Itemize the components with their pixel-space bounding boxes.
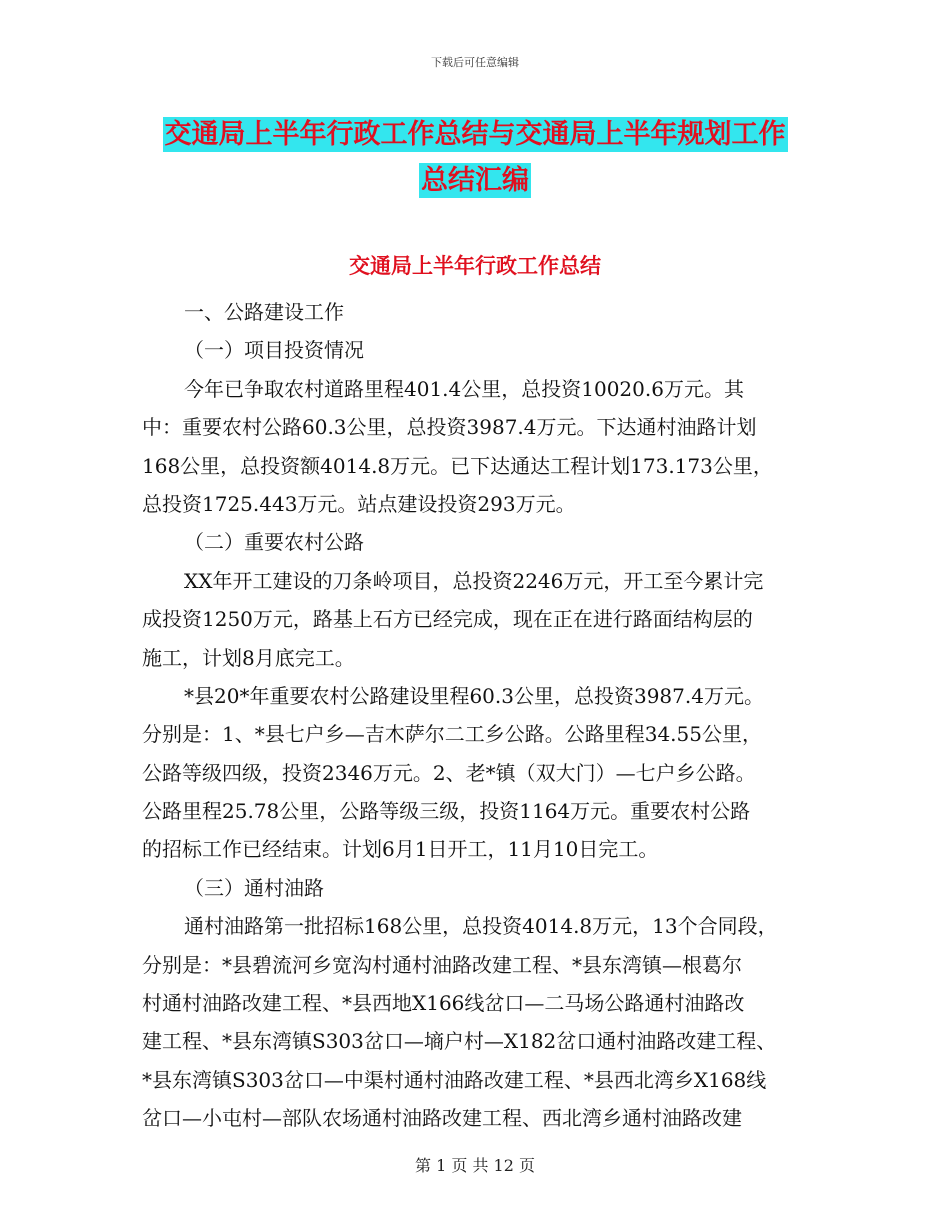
section-title: 交通局上半年行政工作总结 <box>349 253 601 278</box>
text-line: 岔口—小屯村—部队农场通村油路改建工程、西北湾乡通村油路改建 <box>142 1106 742 1131</box>
text-line: 通村油路第一批招标168公里，总投资4014.8万元，13个合同段， <box>184 914 778 939</box>
text-line: 今年已争取农村道路里程401.4公里，总投资10020.6万元。其 <box>184 376 744 401</box>
text-line: 公路里程25.78公里，公路等级三级，投资1164万元。重要农村公路 <box>142 799 751 824</box>
text-line: 的招标工作已经结束。计划6月1日开工，11月10日完工。 <box>142 837 659 862</box>
text-line: （二）重要农村公路 <box>184 530 364 555</box>
main-title-line-1 <box>0 112 950 151</box>
text-line: *县东湾镇S303岔口—中渠村通村油路改建工程、*县西北湾乡X168线 <box>142 1067 767 1092</box>
text-line: 分别是：*县碧流河乡宽沟村通村油路改建工程、*县东湾镇—根葛尔 <box>142 952 742 977</box>
text-line: *县20*年重要农村公路建设里程60.3公里，总投资3987.4万元。 <box>184 683 764 708</box>
text-line: 村通村油路改建工程、*县西地X166线岔口—二马场公路通村油路改 <box>142 991 745 1016</box>
text-line: 成投资1250万元，路基上石方已经完成，现在正在进行路面结构层的 <box>142 607 753 632</box>
document-body <box>142 293 812 1138</box>
main-title-text-1: 交通局上半年行政工作总结与交通局上半年规划工作 <box>164 119 786 150</box>
page-footer: 第 1 页 共 12 页 <box>415 1156 535 1175</box>
text-line: 公路等级四级，投资2346万元。2、老*镇（双大门）—七户乡公路。 <box>142 760 756 785</box>
main-title-text-2: 总结汇编 <box>421 165 529 196</box>
text-line: （一）项目投资情况 <box>184 338 364 363</box>
text-line: 分别是：1、*县七户乡—吉木萨尔二工乡公路。公路里程34.55公里， <box>142 722 762 747</box>
text-line: 建工程、*县东湾镇S303岔口—墒户村—X182岔口通村油路改建工程、 <box>142 1029 777 1054</box>
header-note: 下载后可任意编辑 <box>431 56 519 69</box>
text-line: XX年开工建设的刀条岭项目，总投资2246万元，开工至今累计完 <box>184 568 764 593</box>
text-line: 168公里，总投资额4014.8万元。已下达通达工程计划173.173公里， <box>142 453 773 478</box>
text-line: （三）通村油路 <box>184 875 324 900</box>
main-title-line-2 <box>0 158 950 197</box>
text-line: 总投资1725.443万元。站点建设投资293万元。 <box>142 491 576 516</box>
text-line: 中：重要农村公路60.3公里，总投资3987.4万元。下达通村油路计划 <box>142 415 757 440</box>
text-line: 施工，计划8月底完工。 <box>142 645 355 670</box>
text-line: 一、公路建设工作 <box>184 300 344 324</box>
